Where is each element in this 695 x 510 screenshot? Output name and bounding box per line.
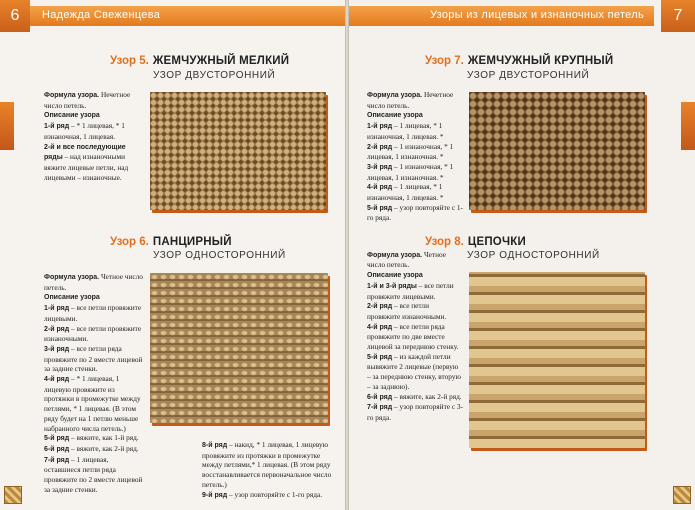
pattern8-description: Формула узора. Четное число петель. Описание узора 1-й и 3-й ряды – все петли провяжите лицевыми. 2-й ряд – все петли провяжите изнаночными. 4-й ряд – все петли ряда провяжите по две вместе лицевой за переднюю стенку. 5-й ряд – из каждой петли вывяжите 2 лицевые (первую – за переднюю стенку, вторую – за заднюю). 6-й ряд – вяжите, как 2-й ряд. 7-й ряд – узор повторяйте с 3-го ряда.: [367, 249, 463, 422]
page-number-right: 7: [661, 0, 695, 32]
pattern6-description-continued: 8-й ряд – накид, * 1 лицевая, 1 лицевую провяжите из протяжки в промежутке между петлями,* 1 лицевая. (В этом ряду восстанавливается первоначальное число петель.) 9-й ряд – узор повторяйте с 1-го ряда.: [202, 440, 332, 499]
pattern6-title: Узор 6. ПАНЦИРНЫЙ: [110, 236, 232, 248]
side-tab-left: [0, 102, 14, 150]
corner-ornament-left: [4, 486, 22, 504]
pattern6-swatch-image: [150, 273, 328, 423]
pattern7-subtitle: УЗОР ДВУСТОРОННИЙ: [467, 70, 590, 81]
corner-ornament-right: [673, 486, 691, 504]
pattern8-title: Узор 8. ЦЕПОЧКИ: [425, 236, 526, 248]
page-number-left: 6: [0, 0, 30, 32]
pattern6-description: Формула узора. Четное число петель. Описание узора 1-й ряд – все петли провяжите лицевыми. 2-й ряд – все петли провяжите изнаночными. 3-й ряд – все петли ряда провяжите по 2 вместе лицевой за задние стенки. 4-й ряд – * 1 лицевая, 1 лицевую провяжите из протяжки в промежутке между петлями, * 1 лицевая. (В этом ряду будет на 1 петлю меньше набранного числа петель.) 5-й ряд – вяжите, как 1-й ряд. 6-й ряд – вяжите, как 2-й ряд. 7-й ряд – 1 лицевая, оставшиеся петли ряда провяжите по 2 вместе лицевой за задние стенки.: [44, 272, 143, 494]
pattern7-swatch-image: [469, 92, 645, 210]
pattern7-title: Узор 7. ЖЕМЧУЖНЫЙ КРУПНЫЙ: [425, 55, 614, 67]
pattern5-description: Формула узора. Нечетное число петель. Описание узора 1-й ряд – * 1 лицевая, * 1 изнаночная, 1 лицевая. 2-й и все последующие ряды – над изнаночными вяжите лицевые петли, над лицевыми – изнаночные.: [44, 90, 131, 182]
left-page: [0, 0, 345, 510]
pattern7-description: Формула узора. Нечетное число петель. Описание узора 1-й ряд – 1 лицевая, * 1 изнаночная, 1 лицевая. * 2-й ряд – 1 изнаночная, * 1 лицевая, 1 изнаночная. * 3-й ряд – 1 изнаночная, * 1 лицевая, 1 изнаночная. * 4-й ряд – 1 лицевая, * 1 изнаночная, 1 лицевая. * 5-й ряд – узор повторяйте с 1-го ряда.: [367, 90, 463, 223]
pattern8-subtitle: УЗОР ОДНОСТОРОННИЙ: [467, 250, 600, 261]
pattern5-subtitle: УЗОР ДВУСТОРОННИЙ: [153, 70, 276, 81]
pattern6-subtitle: УЗОР ОДНОСТОРОННИЙ: [153, 250, 286, 261]
header-band-right: [349, 6, 654, 26]
author-header: Надежда Свеженцева: [42, 9, 161, 21]
right-page: [349, 0, 695, 510]
pattern5-swatch-image: [150, 92, 326, 210]
section-header: Узоры из лицевых и изнаночных петель: [429, 9, 644, 21]
pattern8-swatch-image: [469, 272, 645, 448]
side-tab-right: [681, 102, 695, 150]
header-band-left: [30, 6, 345, 26]
pattern5-title: Узор 5. ЖЕМЧУЖНЫЙ МЕЛКИЙ: [110, 55, 290, 67]
